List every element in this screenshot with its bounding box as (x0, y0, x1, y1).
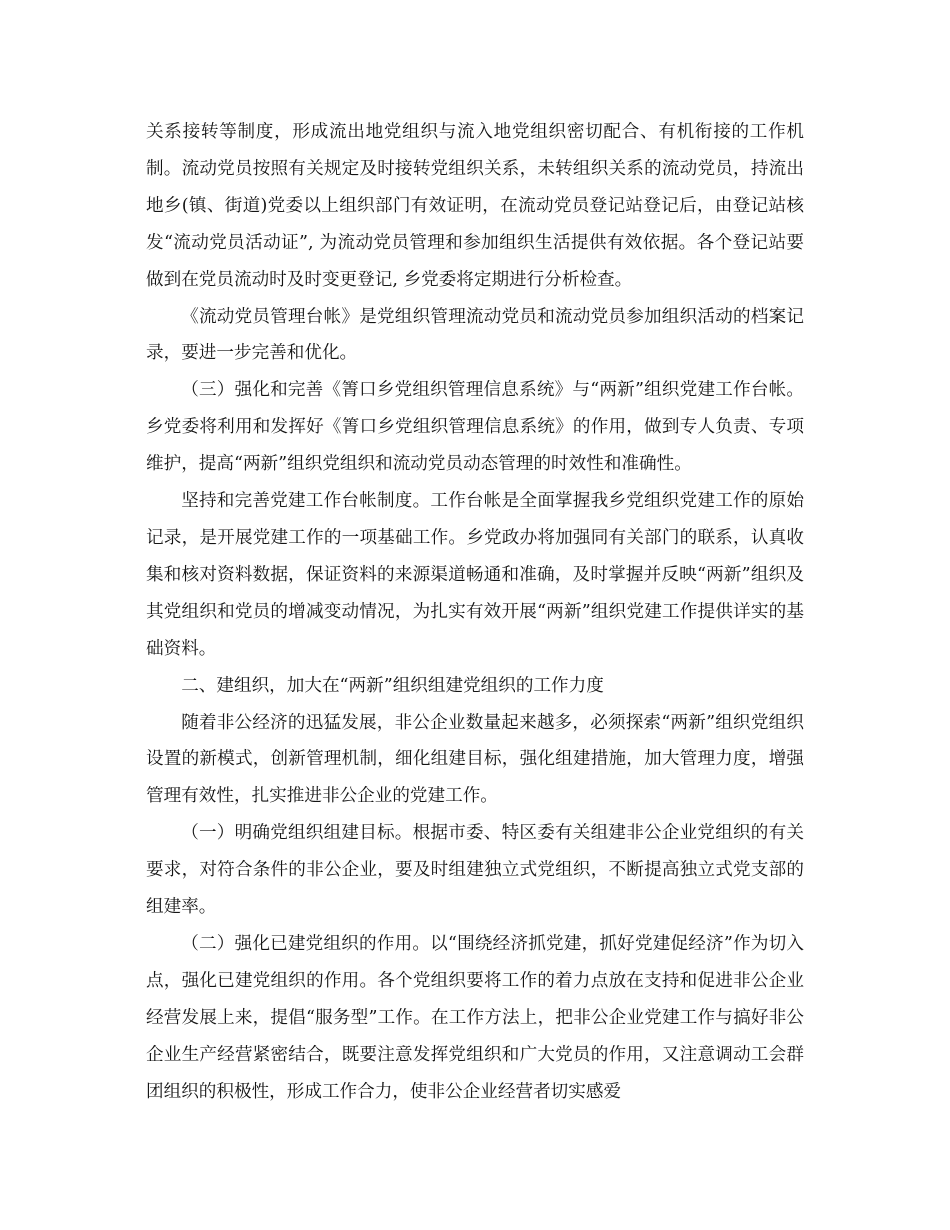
paragraph-ledger-records: 《流动党员管理台帐》是党组织管理流动党员和流动党员参加组织活动的档案记录，要进一步完善和优化。 (146, 306, 804, 364)
document-body (146, 114, 804, 1110)
paragraph-ledger-system: 坚持和完善党建工作台帐制度。工作台帐是全面掌握我乡党组织党建工作的原始记录，是开展党建工作的一项基础工作。乡党政办将加强同有关部门的联系，认真收集和核对资料数据，保证资料的来源渠道畅通和准确，及时掌握并反映“两新”组织及其党组织和党员的增减变动情况，为扎实有效开展“两新”组织党建工作提供详实的基础资料。 (146, 491, 804, 659)
paragraph-organization-targets: （一）明确党组织组建目标。根据市委、特区委有关组建非公企业党组织的有关要求，对符合条件的非公企业，要及时组建独立式党组织，不断提高独立式党支部的组建率。 (146, 823, 804, 918)
paragraph-info-system: （三）强化和完善《箐口乡党组织管理信息系统》与“两新”组织党建工作台帐。乡党委将利用和发挥好《箐口乡党组织管理信息系统》的作用，做到专人负责、专项维护，提高“两新”组织党组织和流动党员动态管理的时效性和准确性。 (146, 380, 804, 475)
paragraph-transfer-mechanism: 关系接转等制度，形成流出地党组织与流入地党组织密切配合、有机衔接的工作机制。流动党员按照有关规定及时接转党组织关系，未转组织关系的流动党员，持流出地乡(镇、街道)党委以上组织部门有效证明，在流动党员登记站登记后，由登记站核发“流动党员活动证”, 为流动党员管理和参加组织生活提供有效依据。各个登记站要做到在党员流动时及时变更登记, 乡党委将定期进行分析检查。 (146, 122, 804, 290)
paragraph-non-public-development: 随着非公经济的迅猛发展，非公企业数量起来越多，必须探索“两新”组织党组织设置的新模式，创新管理机制，细化组建目标，强化组建措施，加大管理力度，增强管理有效性，扎实推进非公企业的党建工作。 (146, 712, 804, 807)
section-heading-build-organization: 二、建组织，加大在“两新”组织组建党组织的工作力度 (181, 675, 604, 696)
paragraph-strengthen-role: （二）强化已建党组织的作用。以“围绕经济抓党建，抓好党建促经济”作为切入点，强化已建党组织的作用。各个党组织要将工作的着力点放在支持和促进非公企业经营发展上来，提倡“服务型”工作。在工作方法上，把非公企业党建工作与搞好非公企业生产经营紧密结合，既要注意发挥党组织和广大党员的作用，又注意调动工会群团组织的积极性，形成工作合力，使非公企业经营者切实感爱 (146, 933, 804, 1102)
